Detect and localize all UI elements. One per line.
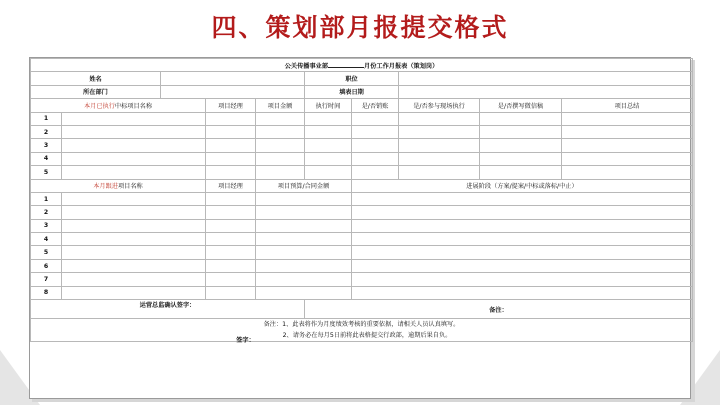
input-cell[interactable] bbox=[480, 139, 562, 152]
department-label: 所在部门 bbox=[31, 85, 161, 98]
row-number: 5 bbox=[31, 166, 62, 179]
s2-col-budget: 项目预算/合同金额 bbox=[256, 179, 352, 192]
remark-cell[interactable] bbox=[305, 300, 693, 319]
input-cell[interactable] bbox=[62, 112, 206, 125]
input-cell[interactable] bbox=[256, 152, 305, 165]
input-cell[interactable] bbox=[256, 166, 305, 179]
input-cell[interactable] bbox=[352, 246, 693, 259]
input-cell[interactable] bbox=[562, 125, 693, 138]
name-label: 姓名 bbox=[31, 72, 161, 85]
input-cell[interactable] bbox=[256, 125, 305, 138]
s1-col-manager: 项目经理 bbox=[206, 99, 256, 112]
s1-col-onsite: 是/否参与现场执行 bbox=[399, 99, 480, 112]
input-cell[interactable] bbox=[62, 273, 206, 286]
s2-col-stage: 进展阶段（方案/提案/中标或落标/中止） bbox=[352, 179, 693, 192]
row-number: 1 bbox=[31, 192, 62, 205]
input-cell[interactable] bbox=[352, 206, 693, 219]
input-cell[interactable] bbox=[562, 139, 693, 152]
table-row bbox=[31, 166, 693, 179]
input-cell[interactable] bbox=[256, 112, 305, 125]
remark-label: 备注： bbox=[489, 306, 508, 314]
input-cell[interactable] bbox=[256, 246, 352, 259]
input-cell[interactable] bbox=[206, 286, 256, 299]
input-cell[interactable] bbox=[352, 139, 399, 152]
row-number: 8 bbox=[31, 286, 62, 299]
input-cell[interactable] bbox=[256, 273, 352, 286]
s1-col-summary: 项目总结 bbox=[562, 99, 693, 112]
fill-date-label: 填表日期 bbox=[305, 85, 399, 98]
month-blank[interactable] bbox=[328, 61, 364, 68]
table-row bbox=[31, 286, 693, 299]
row-number: 3 bbox=[31, 219, 62, 232]
input-cell[interactable] bbox=[562, 166, 693, 179]
fill-date-field[interactable] bbox=[399, 85, 693, 98]
input-cell[interactable] bbox=[62, 166, 206, 179]
input-cell[interactable] bbox=[62, 139, 206, 152]
row-number: 4 bbox=[31, 152, 62, 165]
input-cell[interactable] bbox=[305, 125, 352, 138]
input-cell[interactable] bbox=[352, 192, 693, 205]
section1-header-rest: 中标项目名称 bbox=[114, 102, 153, 110]
input-cell[interactable] bbox=[352, 125, 399, 138]
s1-col-exec-time: 执行时间 bbox=[305, 99, 352, 112]
input-cell[interactable] bbox=[352, 152, 399, 165]
input-cell[interactable] bbox=[562, 112, 693, 125]
row-number: 3 bbox=[31, 139, 62, 152]
section2-header-rest: 项目名称 bbox=[118, 183, 143, 191]
s2-col-manager: 项目经理 bbox=[206, 179, 256, 192]
input-cell[interactable] bbox=[399, 125, 480, 138]
input-cell[interactable] bbox=[480, 166, 562, 179]
input-cell[interactable] bbox=[480, 112, 562, 125]
input-cell[interactable] bbox=[352, 259, 693, 272]
input-cell[interactable] bbox=[305, 112, 352, 125]
input-cell[interactable] bbox=[62, 152, 206, 165]
input-cell[interactable] bbox=[256, 206, 352, 219]
input-cell[interactable] bbox=[399, 166, 480, 179]
form-title-prefix: 公关传播事业部 bbox=[284, 62, 329, 70]
input-cell[interactable] bbox=[562, 152, 693, 165]
ops-signoff-label: 运营总监确认签字： bbox=[139, 302, 196, 310]
input-cell[interactable] bbox=[206, 246, 256, 259]
input-cell[interactable] bbox=[352, 233, 693, 246]
input-cell[interactable] bbox=[352, 112, 399, 125]
input-cell[interactable] bbox=[206, 259, 256, 272]
table-row bbox=[31, 259, 693, 272]
input-cell[interactable] bbox=[206, 219, 256, 232]
table-row bbox=[31, 139, 693, 152]
input-cell[interactable] bbox=[352, 166, 399, 179]
table-row bbox=[31, 233, 693, 246]
input-cell[interactable] bbox=[206, 166, 256, 179]
input-cell[interactable] bbox=[352, 219, 693, 232]
sign-label: 签字： bbox=[236, 337, 255, 345]
input-cell[interactable] bbox=[62, 219, 206, 232]
input-cell[interactable] bbox=[206, 112, 256, 125]
table-row bbox=[31, 246, 693, 259]
note-line-2: 2、请务必在每月5日前将此表格提交行政部，逾期后果自负。 bbox=[282, 332, 452, 340]
input-cell[interactable] bbox=[305, 139, 352, 152]
section1-header-red: 本月已执行 bbox=[83, 102, 115, 110]
s1-col-writeoff: 是/否销账 bbox=[352, 99, 399, 112]
table-row bbox=[31, 125, 693, 138]
section1-header bbox=[31, 99, 206, 112]
input-cell[interactable] bbox=[256, 233, 352, 246]
s1-col-amount: 项目金额 bbox=[256, 99, 305, 112]
ops-signoff-cell[interactable] bbox=[31, 300, 305, 345]
input-cell[interactable] bbox=[206, 206, 256, 219]
row-number: 6 bbox=[31, 259, 62, 272]
table-row bbox=[31, 112, 693, 125]
input-cell[interactable] bbox=[62, 259, 206, 272]
table-row bbox=[31, 273, 693, 286]
name-field[interactable] bbox=[161, 72, 305, 85]
row-number: 1 bbox=[31, 112, 62, 125]
s1-col-wechat: 是/否撰写微信稿 bbox=[480, 99, 562, 112]
input-cell[interactable] bbox=[305, 166, 352, 179]
table-row bbox=[31, 206, 693, 219]
input-cell[interactable] bbox=[62, 233, 206, 246]
input-cell[interactable] bbox=[62, 206, 206, 219]
input-cell[interactable] bbox=[62, 286, 206, 299]
input-cell[interactable] bbox=[206, 192, 256, 205]
input-cell[interactable] bbox=[206, 152, 256, 165]
input-cell[interactable] bbox=[480, 152, 562, 165]
input-cell[interactable] bbox=[480, 125, 562, 138]
input-cell[interactable] bbox=[62, 246, 206, 259]
sheet-shadow-bottom bbox=[32, 399, 695, 402]
position-field[interactable] bbox=[399, 72, 693, 85]
note-line-1: 备注：1、此表将作为月度绩效考核的重要依据，请相关人员认真填写。 bbox=[263, 321, 460, 329]
input-cell[interactable] bbox=[206, 139, 256, 152]
section2-header-red: 本月跟进 bbox=[93, 183, 118, 191]
input-cell[interactable] bbox=[256, 219, 352, 232]
table-row bbox=[31, 219, 693, 232]
input-cell[interactable] bbox=[256, 286, 352, 299]
report-form-sheet bbox=[29, 57, 691, 399]
input-cell[interactable] bbox=[399, 152, 480, 165]
section2-header bbox=[31, 179, 206, 192]
department-field[interactable] bbox=[161, 85, 305, 98]
input-cell[interactable] bbox=[206, 233, 256, 246]
input-cell[interactable] bbox=[352, 286, 693, 299]
input-cell[interactable] bbox=[62, 125, 206, 138]
input-cell[interactable] bbox=[352, 273, 693, 286]
input-cell[interactable] bbox=[206, 125, 256, 138]
input-cell[interactable] bbox=[305, 152, 352, 165]
row-number: 5 bbox=[31, 246, 62, 259]
table-row bbox=[31, 192, 693, 205]
input-cell[interactable] bbox=[256, 192, 352, 205]
input-cell[interactable] bbox=[399, 139, 480, 152]
position-label: 职位 bbox=[305, 72, 399, 85]
row-number: 2 bbox=[31, 125, 62, 138]
form-title-suffix: 月份工作月报表（策划岗） bbox=[364, 62, 439, 70]
row-number: 4 bbox=[31, 233, 62, 246]
table-row bbox=[31, 152, 693, 165]
input-cell[interactable] bbox=[62, 192, 206, 205]
input-cell[interactable] bbox=[206, 273, 256, 286]
row-number: 7 bbox=[31, 273, 62, 286]
slide-title: 四、策划部月报提交格式 bbox=[211, 13, 509, 42]
input-cell[interactable] bbox=[256, 139, 305, 152]
input-cell[interactable] bbox=[399, 112, 480, 125]
form-title bbox=[31, 59, 693, 72]
report-form-table bbox=[30, 58, 693, 345]
row-number: 2 bbox=[31, 206, 62, 219]
input-cell[interactable] bbox=[256, 259, 352, 272]
